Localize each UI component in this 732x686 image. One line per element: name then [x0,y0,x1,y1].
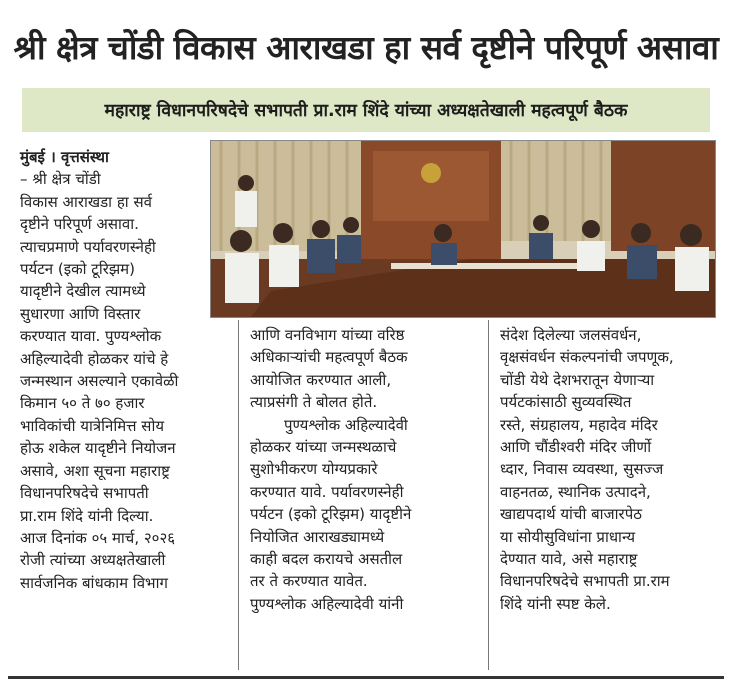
column-line: यादृष्टीने देखील त्यामध्ये [20,282,146,301]
column-line: पर्यटकांसाठी सुव्यवस्थित [500,393,632,412]
column-line: भाविकांची यात्रेनिमित्त सोय [20,416,165,435]
column-line: – श्री क्षेत्र चोंडी [20,170,101,189]
column-line: सुशोभीकरण योग्यप्रकारे [250,460,378,479]
column-line: सुधारणा आणि विस्तार [20,304,141,323]
meeting-photo [210,140,716,318]
headline [10,10,722,82]
column-line: नियोजित आराखड्यामध्ये [250,527,385,546]
column-line: पर्यटन (इको टूरिझम) यादृष्टीने [250,505,412,524]
bottom-rule [8,676,724,679]
column-divider-1 [238,320,239,670]
column-line: त्याप्रसंगी ते बोलत होते. [250,393,378,412]
column-line: संदेश दिलेल्या जलसंवर्धन, [500,326,642,344]
column-line: पुण्यश्लोक अहिल्यादेवी यांनी [250,594,404,613]
dateline: मुंबई । वृत्तसंस्था [20,148,109,166]
subheadline-banner [22,88,710,132]
article-column-2 [250,324,480,615]
article-column-1 [20,146,230,594]
column-line: ध्दार, निवास व्यवस्था, सुसज्ज [500,460,664,479]
column-line: जन्मस्थान असल्याने एकावेळी [20,372,179,391]
column-line: करण्यात यावे. पर्यावरणस्नेही [250,482,404,501]
column-line: अहिल्यादेवी होळकर यांचे हे [20,349,169,368]
article-column-3 [500,324,715,615]
column-line: काही बदल करायचे असतील [250,550,403,569]
column-line: या सोयीसुविधांना प्राधान्य [500,527,636,546]
column-line: होऊ शकेल यादृष्टीने नियोजन [20,439,176,458]
column-line: असावे, अशा सूचना महाराष्ट्र [20,461,170,480]
column-line: विधानपरिषदेचे सभापती प्रा.राम [500,572,670,591]
column-line: त्याचप्रमाणे पर्यावरणस्नेही [20,237,156,256]
column-line: अधिकाऱ्यांची महत्वपूर्ण बैठक [250,348,408,367]
column-line: शिंदे यांनी स्पष्ट केले. [500,594,611,613]
column-line: आणि चौंडीश्वरी मंदिर जीर्णो [500,438,652,457]
column-divider-2 [488,320,489,670]
column-line: करण्यात यावा. पुण्यश्लोक [20,327,162,346]
column-line: वाहनतळ, स्थानिक उत्पादने, [500,482,651,501]
column-line: सार्वजनिक बांधकाम विभाग [20,573,168,592]
column-line: होळकर यांच्या जन्मस्थळाचे [250,438,397,457]
column-line: रोजी त्यांच्या अध्यक्षतेखाली [20,551,166,570]
column-line: देण्यात यावे, असे महाराष्ट्र [500,550,638,569]
headline-text: श्री क्षेत्र चोंडी विकास आराखडा हा सर्व दृष्टीने परिपूर्ण असावा [13,27,719,67]
column-line: दृष्टीने परिपूर्ण असावा. [20,215,139,234]
column-line: पर्यटन (इको टूरिझम) [20,260,136,279]
column-line: प्रा.राम शिंदे यांनी दिल्या. [20,506,154,525]
meeting-photo-graphic [211,141,715,317]
subheadline-text: महाराष्ट्र विधानपरिषदेचे सभापती प्रा.राम शिंदे यांच्या अध्यक्षतेखाली महत्वपूर्ण बैठक [104,101,628,121]
column-line: आणि वनविभाग यांच्या वरिष्ठ [250,326,405,344]
column-line: पुण्यश्लोक अहिल्यादेवी [284,415,408,434]
column-line: तर ते करण्यात यावेत. [250,572,368,591]
column-line: किमान ५० ते ७० हजार [20,394,145,413]
column-line: खाद्यपदार्थ यांची बाजारपेठ [500,505,642,524]
column-line: विकास आराखडा हा सर्व [20,192,152,211]
column-line: विधानपरिषदेचे सभापती [20,484,149,503]
column-line: आज दिनांक ०५ मार्च, २०२६ [20,528,176,547]
column-line: वृक्षसंवर्धन संकल्पनांची जपणूक, [500,348,674,367]
column-line: चोंडी येथे देशभरातून येणाऱ्या [500,370,655,389]
column-line: रस्ते, संग्रहालय, महादेव मंदिर [500,415,658,434]
column-line: आयोजित करण्यात आली, [250,370,392,389]
